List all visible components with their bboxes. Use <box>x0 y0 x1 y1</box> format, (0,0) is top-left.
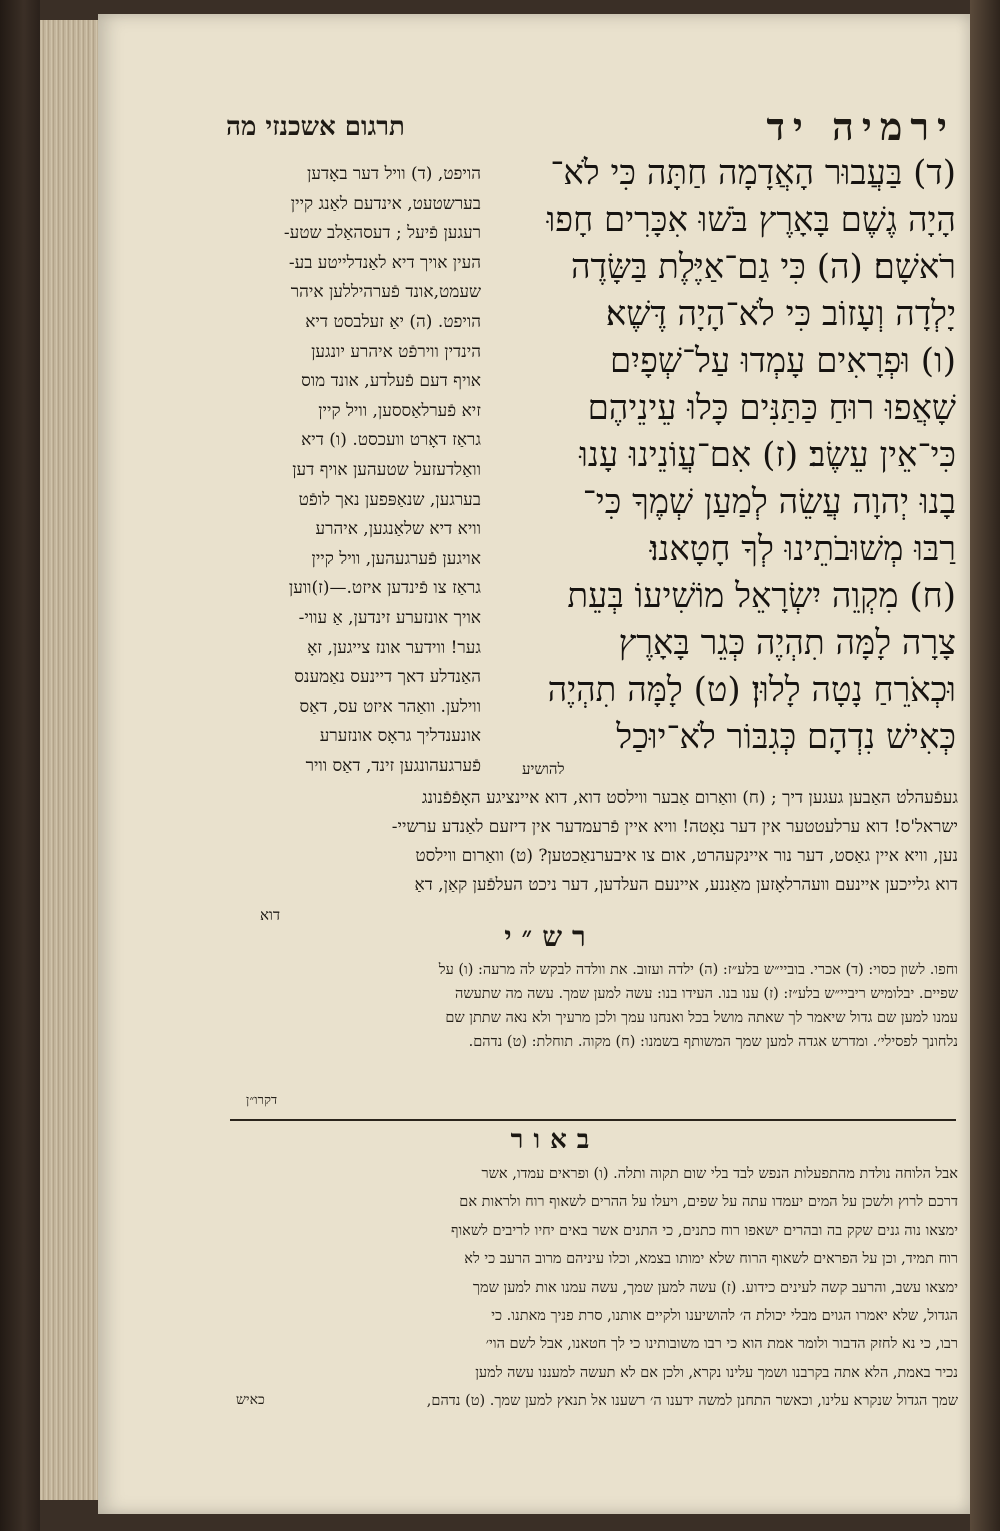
translation-line: ווילען. וואַהר איזט עס, דאַס <box>299 696 481 717</box>
hebrew-line: כִּי־אֵין עֵשֶׂב׃ (ז) אִם־עֲוֹנֵינוּ עָנוּ <box>579 435 956 475</box>
rashi-commentary <box>228 958 958 1054</box>
rashi-line: נלחונך לפסילי׳. ומדרש אגדה למען שמך המשותף בשמנו: (ח) מקוה. תוחלת: (ט) נדהם. <box>468 1034 958 1050</box>
hebrew-line: (ח) מִקְוֵה יִשְׂרָאֵל מוֹשִׁיעוֹ בְּעֵת <box>567 576 956 616</box>
biur-line: רוח תמיד, וכן על הפראים לשאוף הרוח שלא ימותו בצמא, וכלו עיניהם מרוב הרעב כי לא <box>464 1251 958 1268</box>
biur-catchword: כאיש <box>236 1392 265 1408</box>
hebrew-line: בָנוּ יְהוָה עֲשֵׂה לְמַעַן שְׁמֶךָ כִּי־ <box>582 482 956 522</box>
hebrew-line: יָלְדָה וְעָזוֹב כִּי לֹא־הָיָה דֶּשֶׁא׃ <box>605 294 956 334</box>
biur-line: רבו, כי נא לחזק הדבור ולומר אמת הוא כי רבו משובותינו כי לך חטאנו, אבל לשם הוי׳ <box>485 1336 958 1353</box>
rashi-heading: רש״י <box>504 920 596 953</box>
translation-full-width <box>228 784 958 900</box>
hebrew-line: כְּאִישׁ נִדְהָם כְּגִבּוֹר לֹא־יוּכַל <box>616 717 956 757</box>
biur-line: שמך הגדול שנקרא עלינו, וכאשר התחנן למשה ידענו ה׳ רשענו אל תנאץ למען שמך. (ט) נדהם, <box>426 1393 958 1410</box>
translation-line: אונענדליך גראָס אונזערע <box>319 726 481 747</box>
running-title-right: ירמיה יד <box>766 104 955 149</box>
biur-line: הגדול, שלא יאמרו הגוים מבלי יכולת ה׳ להושיענו ולקיים אותנו, סרת פניך מאתנו. כי <box>491 1308 958 1325</box>
translation-catchword: דוא <box>260 906 281 924</box>
translation-line: גראַז דאָרט וועכסט. (ו) דיא <box>301 430 481 451</box>
rashi-line: שפיים. יבלומיש ריביי״ש בלע״ז: (ז) ענו בנו. העידו בנו: עשה למען שמך. עשה מה שתעשה <box>455 986 958 1002</box>
translation-line: אויך אונזערע זינדען, אַ עווי- <box>298 607 481 628</box>
translation-line: אויף דעם פֿעלדע, אונד מוס <box>301 371 481 392</box>
translation-line: פֿערגעהונגען זינד, דאַס וויר <box>305 755 481 776</box>
translation-line: נען, וויא איין גאַסט, דער נור איינקעהרט, אום צו איבערנאַכטען? (ט) וואַרום ווילסט <box>415 846 958 866</box>
translation-line: הינדין ווירפֿט איהרע יונגען <box>311 341 481 362</box>
translation-line: הויפט, (ד) וויל דער באָדען <box>306 164 481 184</box>
hebrew-line: שָׁאֲפוּ רוּחַ כַּתַּנִּים כָּלוּ עֵינֵיהֶם <box>587 388 956 428</box>
biur-line: דרכם לרוץ ולשכן על המים יעמדו עתה על שפים, ויעלו על ההרים לשאוף רוח ולראות אם <box>459 1194 958 1211</box>
hebrew-line: (ו) וּפְרָאִים עָמְדוּ עַל־שְׁפָיִם <box>609 341 956 381</box>
page-edges <box>40 20 100 1500</box>
biur-commentary <box>228 1160 958 1416</box>
book-spine <box>0 0 40 1531</box>
facing-page-edge <box>970 0 1000 1531</box>
section-divider <box>230 1119 956 1121</box>
rashi-catchword: דקרו״ן <box>246 1093 278 1108</box>
translation-line: זיא פֿערלאַססען, וויל קיין <box>318 400 481 421</box>
translation-line: גראַז צו פֿינדען איזט.—(ז)ווען <box>288 578 481 599</box>
biur-line: ימצאו נוה גנים שקק בה ובהרים ישאפו רוח כתנים, כי התנים אשר באים יחיו לריבים לשאוף <box>450 1222 958 1239</box>
running-title-left: תרגום אשכנזי מה <box>226 112 405 142</box>
translation-line: דוא גלייכען איינעם וועהרלאָזען מאַננע, איינעם העלדען, דער ניכט העלפֿען קאַן, דאַ <box>414 875 958 895</box>
translation-line: האַנדלע דאך דיינעס נאַמענס <box>294 667 481 688</box>
translation-line: בערגען, שנאַפּפען נאך לופֿט <box>298 489 481 510</box>
translation-line: גער! ווידער אונז צייגען, זאָ <box>307 637 481 658</box>
translation-line: שעמט,אונד פֿערהיללען איהר <box>290 282 481 303</box>
hebrew-line: וּכְאֹרֵחַ נָטָה לָלוּן׃ (ט) לָמָּה תִהְיֶה <box>547 670 956 710</box>
translation-line: העין אויך דיא לאַנדלייטע בע- <box>288 252 481 273</box>
biur-line: נכיר באמת, הלא אתה בקרבנו ושמך עלינו נקרא, ולכן אם לא תעשה למעננו עשה למען <box>475 1364 958 1381</box>
biur-line: אבל הלוחה נולדת מהתפעלות הנפש לבד בלי שום תקוה ותלה. (ו) ופראים עמדו, אשר <box>481 1166 958 1182</box>
translation-line: אויגען פֿערגעהען, וויל קיין <box>311 548 481 569</box>
rashi-line: עמנו למען שם גדול שיאמר לך שאתה מושל בכל ואנחנו עמך ולכן מרעיך ולא נאה שתתן שם <box>445 1010 958 1026</box>
translation-line: ישראל'ס! דוא ערלעטטער אין דער נאָטה! וויא איין פֿרעמדער אין דיזעם לאַנדע ערשיי- <box>391 817 958 837</box>
translation-column <box>226 160 481 781</box>
translation-line: רעגען פֿיעל ; דעסהאַלב שטע- <box>283 223 481 244</box>
translation-line: וואַלדעזעל שטעהען אויף דען <box>292 459 481 480</box>
hebrew-line: הָיָה גֶשֶׁם בָּאָרֶץ בֹּשׁוּ אִכָּרִים חָפוּ <box>546 200 956 240</box>
translation-line: געפֿעהלט האַבען געגען דיך ; (ח) וואַרום אַבער ווילסט דוא, דוא איינציגע האָפֿפֿנונג <box>421 788 958 808</box>
translation-line: בערשטעט, אינדעם לאַנג קיין <box>290 193 481 214</box>
hebrew-line: צָרָה לָמָּה תִהְיֶה כְּגֵר בָּאָרֶץ <box>618 623 956 663</box>
translation-line: וויא דיא שלאַנגען, איהרע <box>315 519 481 540</box>
biur-line: ימצאו עשב, והרעב קשה לעינים כידוע. (ז) עשה למען שמך, עשה עמנו אות למען שמך <box>472 1279 958 1296</box>
page-header <box>130 104 965 154</box>
translation-line: הויפט. (ה) יאַ זעלבסט דיא <box>305 311 481 332</box>
hebrew-line: (ד) בַּעֲבוּר הָאֲדָמָה חַתָּה כִּי לֹא־ <box>550 153 956 193</box>
hebrew-text-column <box>488 150 956 761</box>
hebrew-catchword: להושיע <box>522 760 565 778</box>
biur-heading: באור <box>510 1125 600 1155</box>
rashi-line: וחפו. לשון כסוי: (ד) אכרי. בוביי״ש בלע״ז: (ה) ילדה ועזוב. את וולדה לבקש לה מרעה: (ו) על <box>438 962 958 978</box>
hebrew-line: רֹאשָׁם׃ (ה) כִּי גַם־אַיֶּלֶת בַּשָּׂדֶה <box>570 247 956 287</box>
hebrew-line: רַבּוּ מְשׁוּבֹתֵינוּ לְךָ חָטָאנוּ׃ <box>649 529 956 569</box>
